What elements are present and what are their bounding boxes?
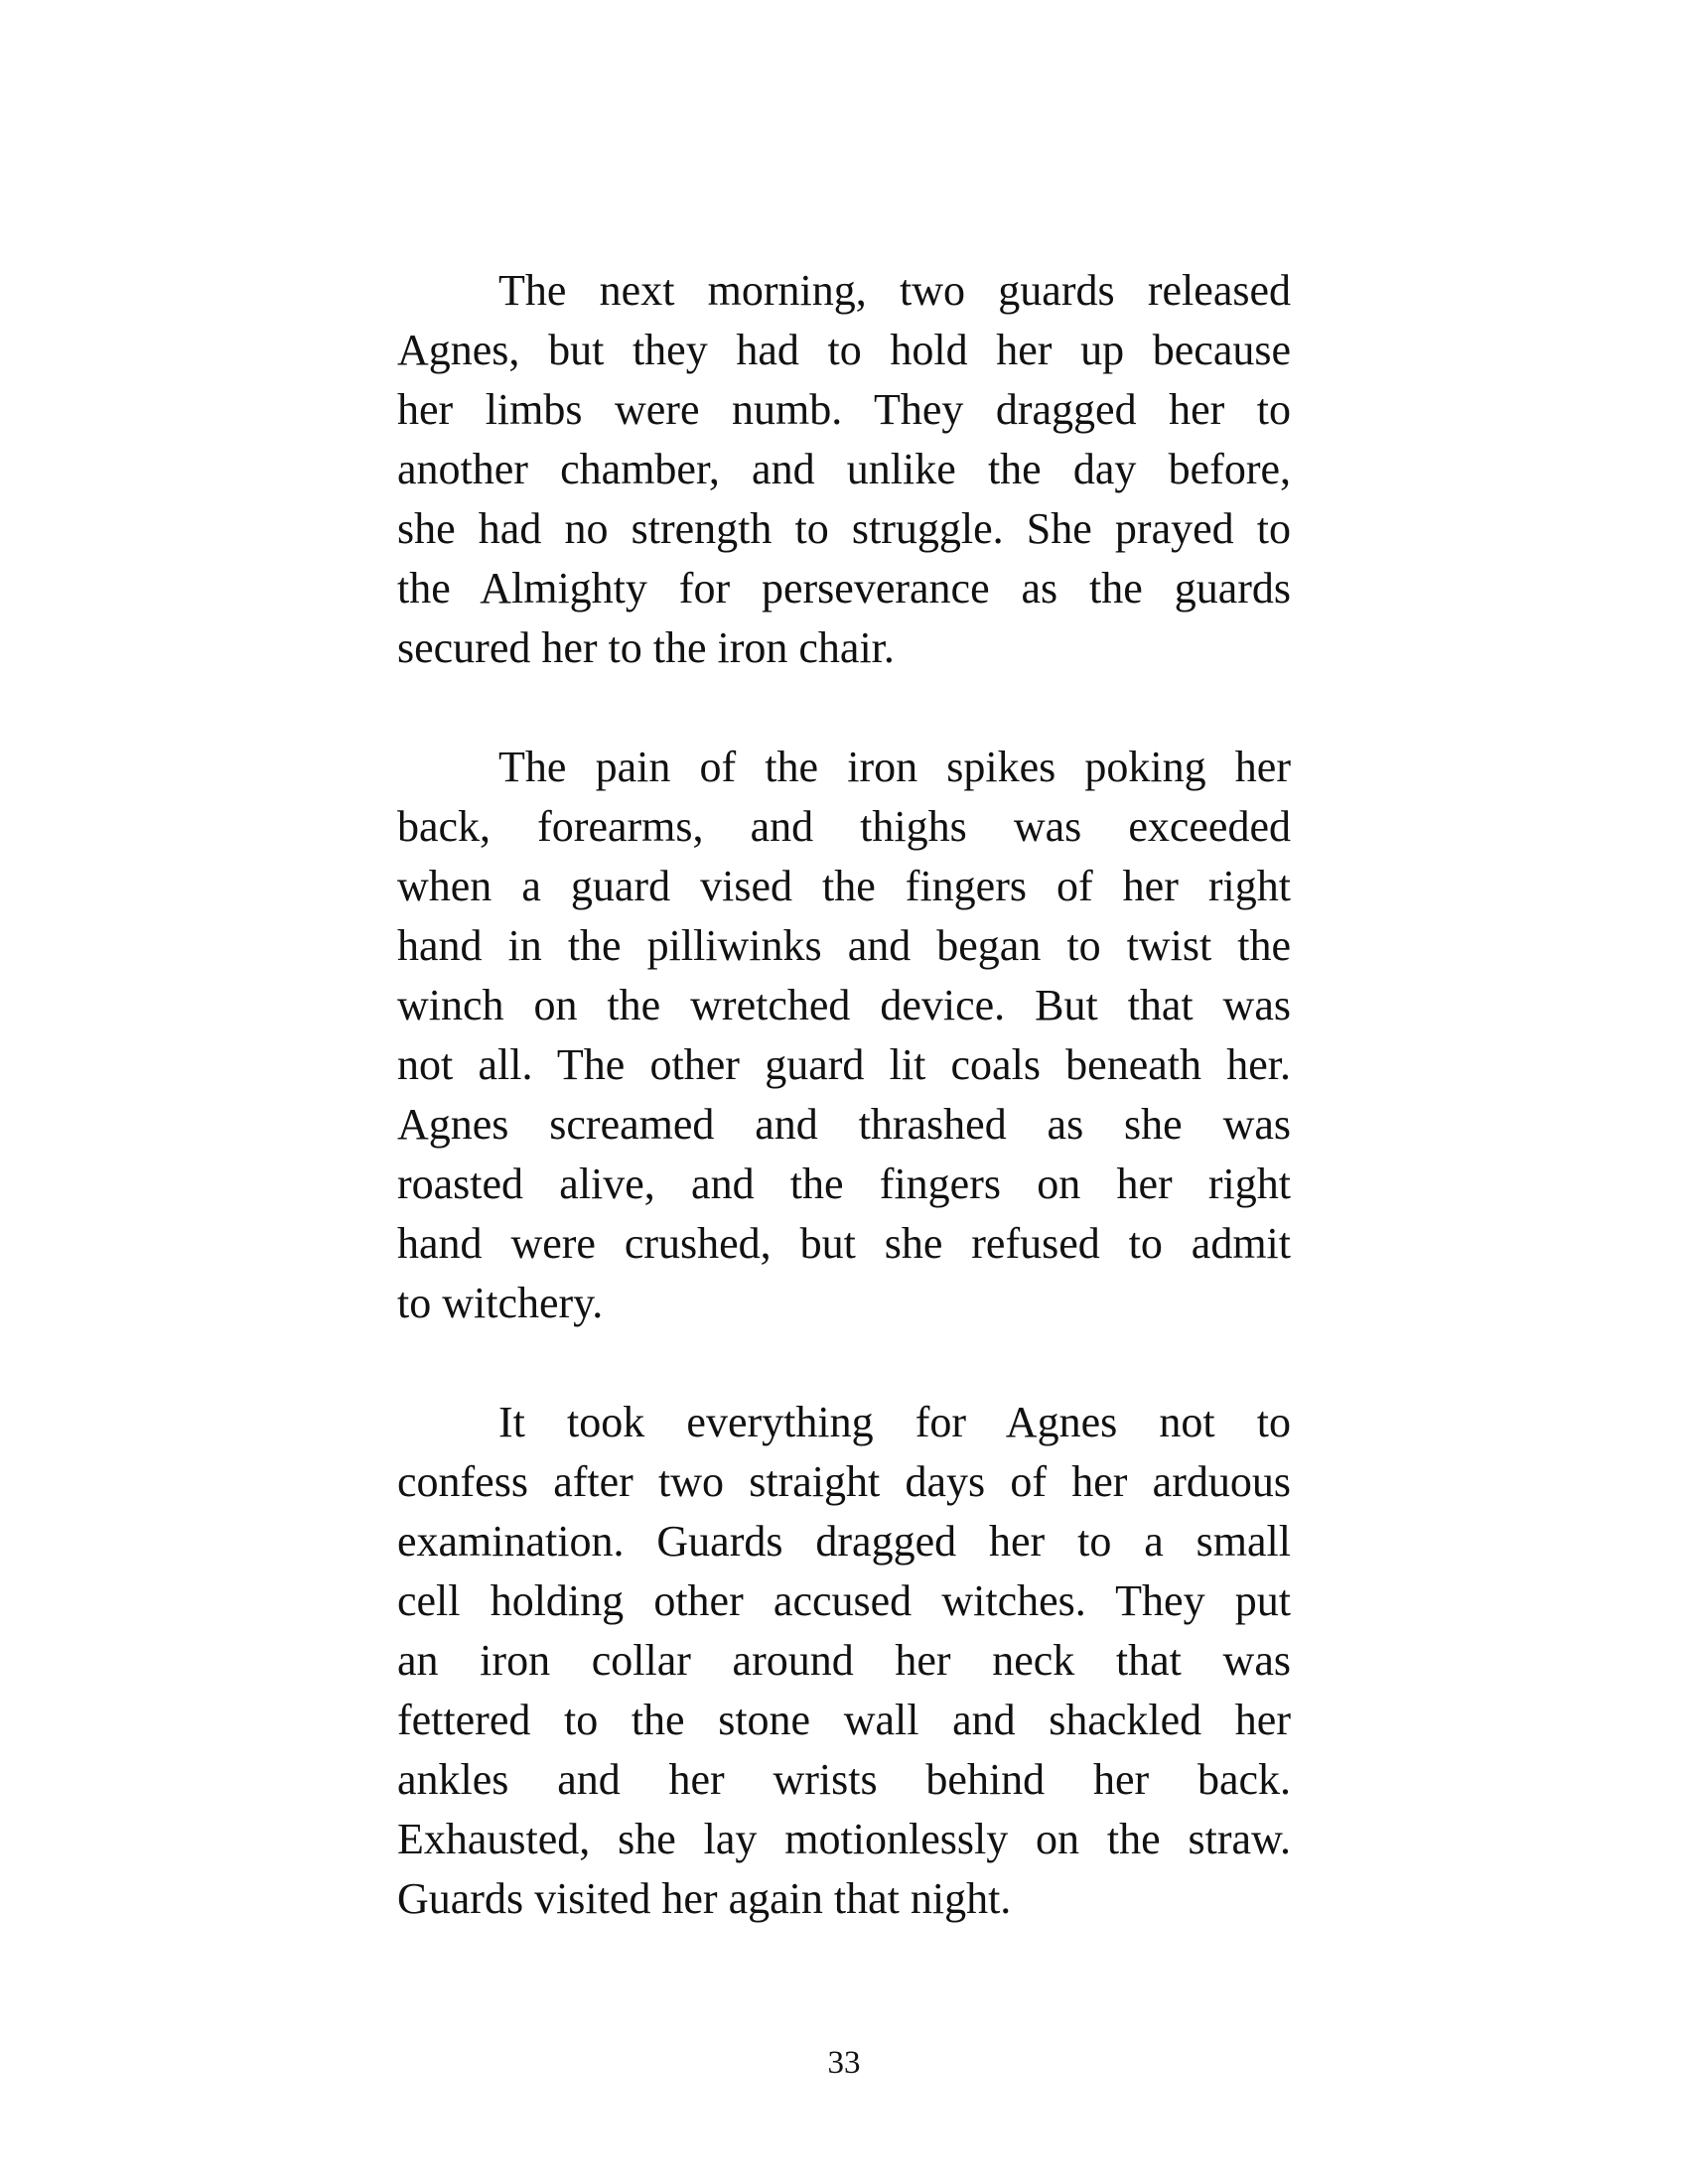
text-line: fettered to the stone wall and shackled her <box>397 1696 1291 1744</box>
text-line: confess after two straight days of her arduous <box>397 1457 1291 1506</box>
paragraph-3 <box>397 1393 1291 1929</box>
text-line: Agnes screamed and thrashed as she was <box>397 1100 1291 1149</box>
paragraph-1 <box>397 261 1291 678</box>
text-line: back, forearms, and thighs was exceeded <box>397 802 1291 851</box>
text-line: roasted alive, and the fingers on her right <box>397 1160 1291 1208</box>
text-line: an iron collar around her neck that was <box>397 1636 1291 1685</box>
text-line: ankles and her wrists behind her back. <box>397 1755 1291 1804</box>
text-line: her limbs were numb. They dragged her to <box>397 385 1291 434</box>
text-line: Guards visited her again that night. <box>397 1874 1012 1923</box>
text-line: examination. Guards dragged her to a small <box>397 1517 1291 1566</box>
text-line: she had no strength to struggle. She prayed to <box>397 504 1291 553</box>
text-line: secured her to the iron chair. <box>397 623 895 672</box>
text-line: hand were crushed, but she refused to admit <box>397 1219 1291 1268</box>
text-line: Exhausted, she lay motionlessly on the straw. <box>397 1815 1291 1863</box>
text-line: when a guard vised the fingers of her right <box>397 862 1291 910</box>
text-line: The next morning, two guards released <box>498 266 1291 315</box>
text-line: The pain of the iron spikes poking her <box>498 743 1291 791</box>
paragraph-2 <box>397 738 1291 1333</box>
text-line: to witchery. <box>397 1279 604 1327</box>
body-text <box>397 261 1291 1988</box>
text-line: another chamber, and unlike the day before, <box>397 445 1291 493</box>
text-line: cell holding other accused witches. They put <box>397 1576 1291 1625</box>
text-line: Agnes, but they had to hold her up because <box>397 326 1291 374</box>
text-line: hand in the pilliwinks and began to twist the <box>397 921 1291 970</box>
text-line: It took everything for Agnes not to <box>498 1398 1291 1446</box>
text-line: not all. The other guard lit coals beneath her. <box>397 1040 1291 1089</box>
text-line: the Almighty for perseverance as the guards <box>397 564 1291 613</box>
text-line: winch on the wretched device. But that was <box>397 981 1291 1029</box>
page-number: 33 <box>827 2045 861 2081</box>
